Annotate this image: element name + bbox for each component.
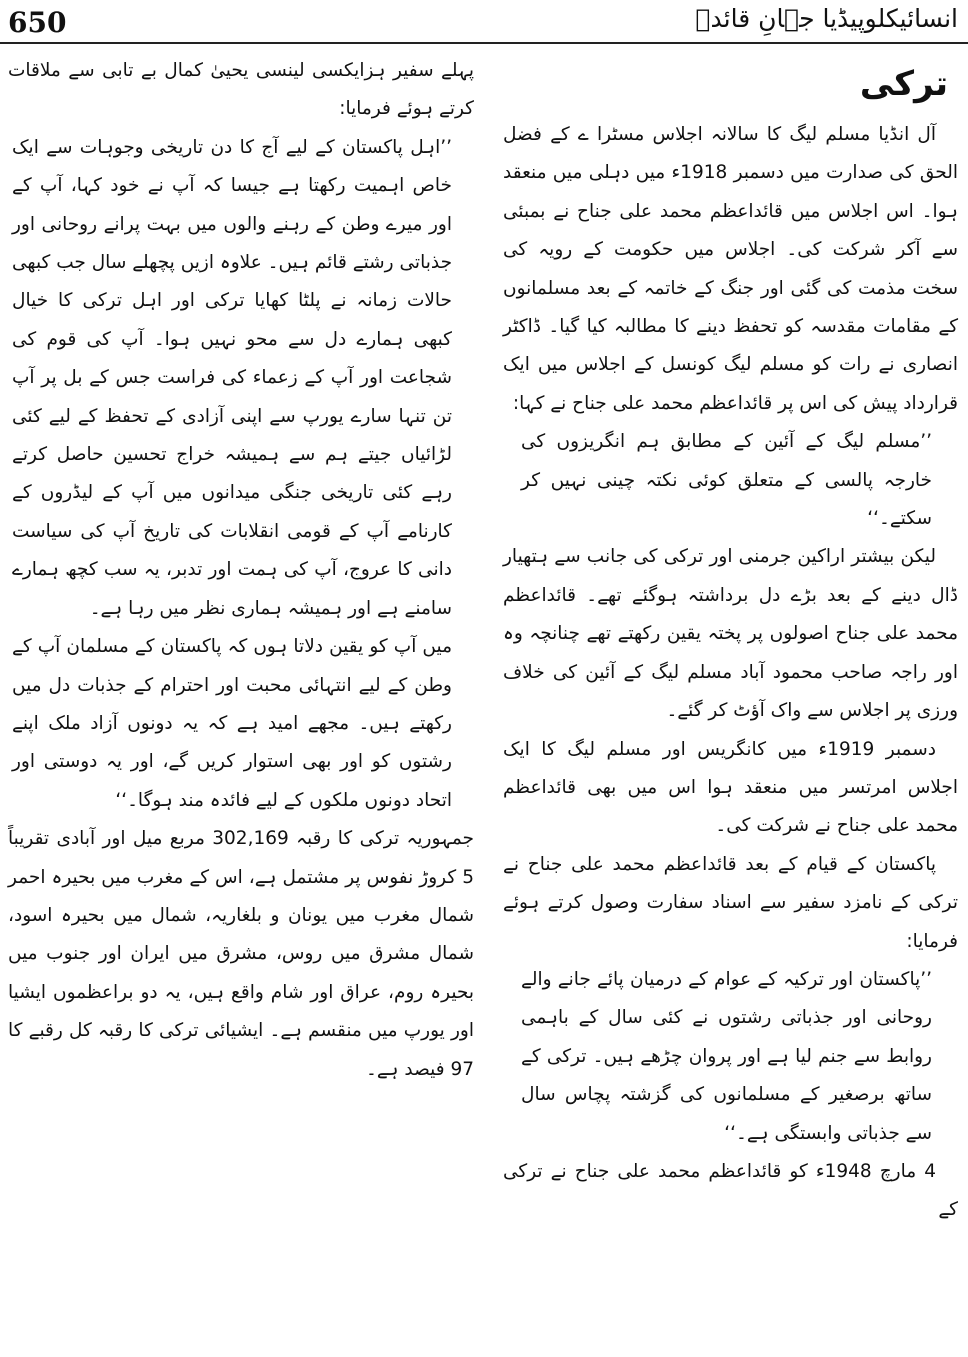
right-column bbox=[503, 52, 958, 1230]
paragraph: پہلے سفیر ہزایکسی لینسی یحییٰ کمال بے تابی سے ملاقات کرتے ہوئے فرمایا: bbox=[8, 60, 474, 120]
paragraph: جمہوریہ ترکی کا رقبہ 302,169 مربع میل اور آبادی تقریباً 5 کروڑ نفوس پر مشتمل ہے، اس کے مغرب میں بحیرہ احمر شمال مغرب میں یونان و بلغاریہ، شمال میں بحیرہ اسود، شمال مشرق میں روس، مشرق میں ایران اور جنوب میں بحیرہ روم، عراق اور شام واقع ہیں، یہ دو براعظموں ایشیا اور یورپ میں منقسم ہے۔ ایشیائی ترکی کا رقبہ کل رقبے کا 97 فیصد ہے۔ bbox=[8, 828, 474, 1080]
running-title: انسائیکلوپیڈیا جہانِ قائدؒ bbox=[695, 4, 958, 33]
paragraph: پاکستان کے قیام کے بعد قائداعظم محمد علی جناح نے ترکی کے نامزد سفیر سے اسناد سفارت وصول کرتے ہوئے فرمایا: bbox=[503, 853, 958, 952]
paragraph: دسمبر 1919ء میں کانگریس اور مسلم لیگ کا ایک اجلاس امرتسر میں منعقد ہوا اس میں بھی قائداعظم محمد علی جناح نے شرکت کی۔ bbox=[503, 738, 958, 837]
left-column bbox=[8, 52, 478, 1089]
page-number: 650 bbox=[8, 6, 67, 39]
paragraph: آل انڈیا مسلم لیگ کا سالانہ اجلاس مسٹرا ے کے فضل الحق کی صدارت میں دسمبر 1918ء میں دہلی میں منعقد ہوا۔ اس اجلاس میں قائداعظم محمد علی جناح نے بمبئی سے آکر شرکت کی۔ اجلاس میں حکومت کے رویہ کی سخت مذمت کی گئی اور جنگ کے خاتمہ کے بعد مسلمانوں کے مقامات مقدسہ کو تحفظ دینے کا مطالبہ کیا گیا۔ ڈاکٹر انصاری نے رات کو مسلم لیگ کونسل کے اجلاس میں ایک قرارداد پیش کی اس پر قائداعظم محمد علی جناح نے کہا: bbox=[503, 124, 958, 414]
quote: ’’پاکستان اور ترکیہ کے عوام کے درمیان پائے جانے والے روحانی اور جذباتی رشتوں نے کئی سال کے باہمی روابط سے جنم لیا ہے اور پروان چڑھے ہیں۔ ترکی کے ساتھ برصغیر کے مسلمانوں کی گزشتہ پچاس سال سے جذباتی وابستگی ہے۔‘‘ bbox=[521, 968, 932, 1144]
paragraph: لیکن بیشتر اراکین جرمنی اور ترکی کی جانب سے ہتھیار ڈال دینے کے بعد بڑے دل برداشتہ ہوگئے تھے۔ قائداعظم محمد علی جناح اصولوں پر پختہ یقین رکھتے تھے چنانچہ وہ اور راجہ صاحب محمود آباد مسلم لیگ کے آئین کی خلاف ورزی پر اجلاس سے واک آؤٹ کر گئے۔ bbox=[503, 546, 958, 722]
quote: ’’اہل پاکستان کے لیے آج کا دن تاریخی وجوہات سے ایک خاص اہمیت رکھتا ہے جیسا کہ آپ نے خود کہا، آپ کے اور میرے وطن کے رہنے والوں میں بہت پرانے روحانی اور جذباتی رشتے قائم ہیں۔ علاوہ ازیں پچھلے سال جب کبھی حالات زمانہ نے پلٹا کھایا ترکی اور اہل ترکی کا خیال کبھی ہمارے دل سے محو نہیں ہوا۔ آپ کی قوم کی شجاعت اور آپ کے زعماء کی فراست جس کے بل پر آپ تن تنہا سارے یورپ سے اپنی آزادی کے تحفظ کے لیے کئی لڑائیاں جیتے ہم سے ہمیشہ خراج تحسین حاصل کرتے رہے کئی تاریخی جنگی میدانوں میں آپ کے لیڈروں کے کارنامے آپ کے قومی انقلابات کی تاریخ آپ کی سیاست دانی کا عروج، آپ کی ہمت اور تدبر، یہ سب کچھ ہمارے سامنے ہے اور ہمیشہ ہماری نظر میں رہا ہے۔ bbox=[12, 136, 452, 619]
paragraph: 4 مارچ 1948ء کو قائداعظم محمد علی جناح نے ترکی کے bbox=[503, 1160, 958, 1221]
quote: ’’مسلم لیگ کے آئین کے مطابق ہم انگریزوں کی خارجہ پالسی کے متعلق کوئی نکتہ چینی نہیں کر سکتے۔‘‘ bbox=[521, 431, 932, 530]
page-header bbox=[0, 0, 968, 44]
section-heading: ترکی bbox=[859, 64, 948, 104]
quote-continuation: میں آپ کو یقین دلاتا ہوں کہ پاکستان کے مسلمان آپ کے وطن کے لیے انتہائی محبت اور احترام کے جذبات دل میں رکھتے ہیں۔ مجھے امید ہے کہ یہ دونوں آزاد ملک اپنے رشتوں کو اور بھی استوار کریں گے، اور یہ دوستی اور اتحاد دونوں ملکوں کے لیے فائدہ مند ہوگا۔‘‘ bbox=[12, 636, 452, 811]
